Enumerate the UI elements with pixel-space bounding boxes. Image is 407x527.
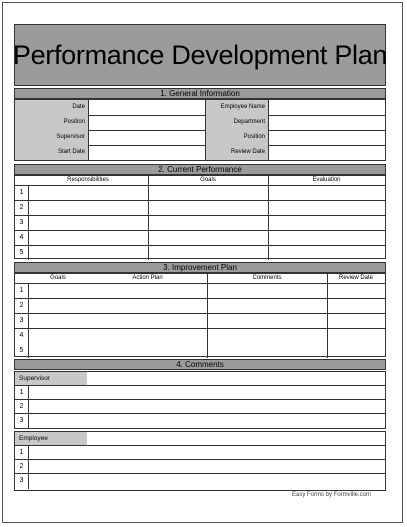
table-row (15, 245, 385, 246)
row-divider (88, 145, 205, 146)
row-number: 2 (19, 463, 24, 470)
row-number: 5 (19, 347, 24, 354)
section-general-header: 1. General Information (14, 88, 386, 99)
row-number: 3 (19, 417, 24, 424)
improvement-plan-table (14, 273, 386, 357)
column-header: Evaluation (312, 177, 341, 183)
general-field-input[interactable] (268, 100, 385, 115)
row-divider (88, 130, 205, 131)
field-label: Position (15, 115, 88, 130)
employee-comment-line-input[interactable] (29, 460, 384, 472)
field-label: Supervisor (15, 130, 88, 145)
employee-comment-line-input[interactable] (29, 446, 384, 458)
row-number: 4 (19, 332, 24, 339)
column-divider (268, 176, 269, 260)
row-divider (268, 145, 385, 146)
row-number: 2 (19, 302, 24, 309)
table-row (15, 328, 385, 329)
section-improvement-header: 3. Improvement Plan (14, 262, 386, 273)
row-number: 5 (19, 249, 24, 256)
supervisor-comment-line-input[interactable] (29, 386, 384, 398)
supervisor-comments-label: Supervisor (15, 372, 87, 385)
field-label: Position (205, 130, 268, 145)
row-divider (268, 115, 385, 116)
row-number: 2 (19, 204, 24, 211)
table-row (15, 215, 385, 216)
row-number: 3 (19, 317, 24, 324)
table-row (15, 298, 385, 299)
row-number: 3 (19, 219, 24, 226)
section-current-header: 2. Current Performance (14, 164, 386, 175)
general-field-input[interactable] (268, 115, 385, 130)
supervisor-comment-line-input[interactable] (29, 400, 384, 412)
general-field-input[interactable] (88, 100, 205, 115)
row-number: 1 (19, 449, 24, 456)
supervisor-comment-line-input[interactable] (29, 414, 384, 426)
row-divider (268, 130, 385, 131)
current-performance-table (14, 175, 386, 259)
general-field-input[interactable] (268, 130, 385, 145)
column-header: Comments (252, 275, 282, 281)
field-label: Department (205, 115, 268, 130)
column-header: Review Date (338, 275, 373, 281)
column-divider (28, 185, 29, 260)
column-divider (28, 283, 29, 358)
employee-comment-line-input[interactable] (29, 474, 384, 486)
row-number: 2 (19, 403, 24, 410)
general-field-input[interactable] (88, 130, 205, 145)
column-header: Action Plan (132, 275, 163, 281)
row-divider (88, 115, 205, 116)
field-label: Employee Name (205, 100, 268, 115)
column-header: Goals (200, 177, 216, 183)
page-title: Performance Development Plan (12, 39, 388, 70)
column-divider (327, 274, 328, 358)
column-divider (207, 274, 208, 358)
table-row (15, 230, 385, 231)
header-divider (15, 185, 385, 186)
column-header: Goals (50, 275, 66, 281)
title-banner (14, 24, 386, 86)
column-divider (148, 176, 149, 260)
field-label: Date (15, 100, 88, 115)
table-row (15, 200, 385, 201)
row-number: 4 (19, 234, 24, 241)
row-number: 1 (19, 287, 24, 294)
header-divider (15, 283, 385, 284)
row-number: 1 (19, 189, 24, 196)
general-field-input[interactable] (88, 145, 205, 160)
row-number: 1 (19, 389, 24, 396)
column-header: Responsibilities (67, 177, 109, 183)
field-label: Start Date (15, 145, 88, 160)
row-number: 3 (19, 477, 24, 484)
footer-credit: Easy Forms by Formville.com (292, 492, 372, 498)
general-field-input[interactable] (268, 145, 385, 160)
general-field-input[interactable] (88, 115, 205, 130)
field-label: Review Date (205, 145, 268, 160)
employee-comments-label: Employee (15, 432, 87, 445)
table-row (15, 313, 385, 314)
section-comments-header: 4. Comments (14, 359, 386, 370)
